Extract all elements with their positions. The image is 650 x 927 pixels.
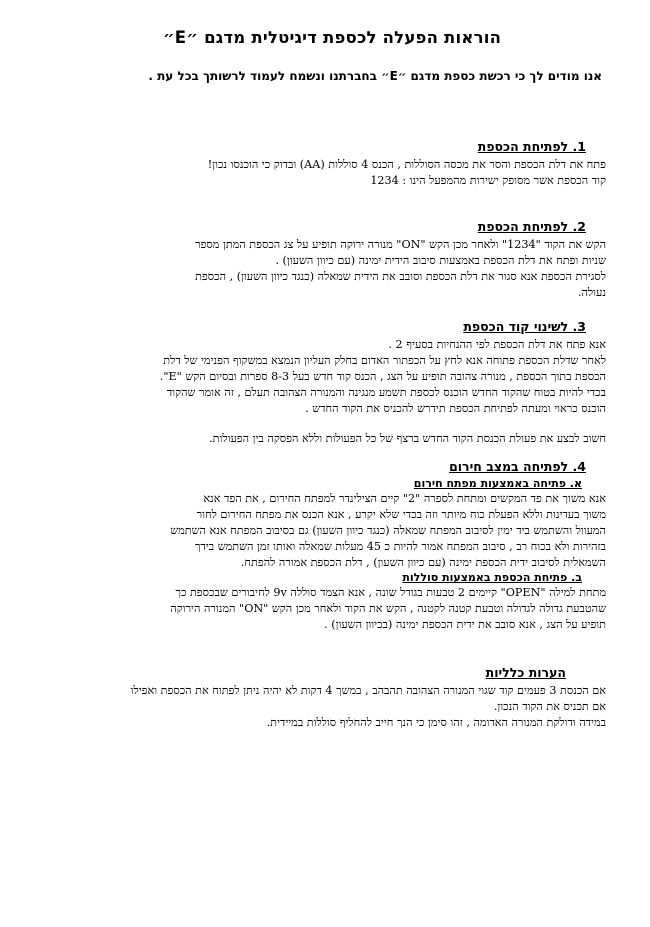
section-opening-safe-2: [58, 219, 606, 301]
text-line: במידה ודולקת המנורה האדומה , זהו סימן כי הנך חייב להחליף סוללות במיידית.: [266, 716, 606, 729]
text-line: השמאלית לסיבוב ידית הכספת ימינה (עם כיוון השעון) , דלת הכספת אמורה להפתח.: [240, 556, 606, 569]
text-line: בזהירות ולא בכוח רב , סיבוב המפתח אמור להיות כ 45 מעלות שמאלה ואותו זמן השתמש בידך: [194, 540, 606, 553]
text-line: שהטבעת גדולה לגדולה וטבעת קטנה לקטנה , הקש את הקוד ולאחר מכן הקש "ON" המנורה הירוקה: [170, 602, 606, 615]
subsection-heading: ב. פתיחת הכספת באמצעות סוללות: [402, 571, 582, 584]
section-heading: הערות כלליות: [485, 665, 566, 680]
important-note: חשוב לבצע את פעולת הכנסת הקוד החדש ברצף של כל הפעולות וללא הפסקה בין הפעולות.: [209, 432, 606, 445]
section-heading: 1. לפתיחת הכספת: [477, 139, 586, 154]
text-line: אנא משוך את פד המקשים ומתחת לספרה "2" קיים הצילינדר למפתח החירום , את הפד אנא: [203, 492, 606, 505]
text-line: לסגירת הכספת אנא סגור את דלת הכספת וסובב את הידית שמאלה (כנגד כיוון השעון) , הכספת: [195, 270, 606, 283]
text-line: שניות ופתח את דלת הכספת באמצעות סיבוב הידית ימינה (עם כיוון השעון) .: [275, 254, 606, 267]
section-heading: 3. לשינוי קוד הכספת: [463, 319, 586, 334]
text-line: המעוול והשתמש ביד ימין לסיבוב המפתח שמאלה (כנגד כיוון השעון) גם בסיבוב המפתח אנא השתמש: [170, 524, 606, 537]
intro-text: אנו מודים לך כי רכשת כספת מדגם ״E״ בחברתנו ונשמח לעמוד לרשותך בכל עת .: [148, 69, 602, 83]
text-line: הוכנס כראוי ומעתה לפתיחת הכספת תידרש להכניס את הקוד החדש .: [305, 402, 606, 415]
text-line: בכדי להיות בטוח שהקוד החדש הוכנס לכספת תשמע מנגינה והמנורה הצהובה תעלם , זה אומר שהקוד: [166, 386, 606, 399]
subsection-heading: א. פתיחה באמצעות מפתח חירום: [413, 477, 582, 490]
text-line: קוד הכספת אשר מסופק ישירות מהמפעל הינו : 1234: [370, 174, 606, 187]
text-line: פתח את דלת הכספת והסר את מכסה הסוללות , הכנס 4 סוללות (AA) ובדוק כי הוכנסו נכון!: [207, 158, 606, 171]
text-line: הקש את הקוד "1234" ולאחר מכן הקש "ON" מנורה ירוקה תופיע על צג הכספת המתן מספר: [195, 238, 606, 251]
section-general-notes: [58, 665, 606, 731]
section-opening-safe: [58, 139, 606, 189]
text-line: הכספת בתוך הכספת , מנורה צהובה תופיע על הצג , הכנס קוד חדש בעל 8-3 ספרות ובסיום הקש "E".: [159, 370, 606, 383]
section-heading: 2. לפתיחת הכספת: [477, 219, 586, 234]
text-line: לאחר שדלת הכספת פתוחה אנא לחץ על הכפתור האדום בחלק העליון הנמצא במשקוף הפנימי של דלת: [163, 354, 606, 367]
text-line: משוך בעדינות וללא הפעלת כוח מיותר וזה בכדי שלא יקרע , אנא הכנס את מפתח החירום לחור: [196, 508, 606, 521]
section-emergency-opening: [58, 459, 606, 633]
text-line: אם תכניס את הקוד הנכון.: [493, 700, 606, 713]
section-change-code: [58, 319, 606, 447]
text-line: אנא פתח את דלת הכספת לפי ההנחיות בסעיף 2 .: [388, 338, 606, 351]
section-heading: 4. לפתיחה במצב חירום: [449, 459, 586, 474]
document-title: הוראות הפעלה לכספת דיגיטלית מדגם ״E״: [162, 28, 502, 47]
text-line: מתחת למילה "OPEN" קיימים 2 טבעות בגודל שונה , אנא הצמד סוללה 9v לחיבורים שבכספת כך: [175, 586, 606, 599]
text-line: אם הכנסת 3 פעמים קוד שגוי המנורה הצהובה תהבהב , במשך 4 דקות לא יהיה ניתן לפתוח את הכספת ואפילו: [130, 684, 606, 697]
text-line: נעולה.: [577, 286, 606, 299]
text-line: תופיע על הצג , אנא סובב את ידית הכספת ימינה (בכיוון השעון) .: [324, 618, 606, 631]
